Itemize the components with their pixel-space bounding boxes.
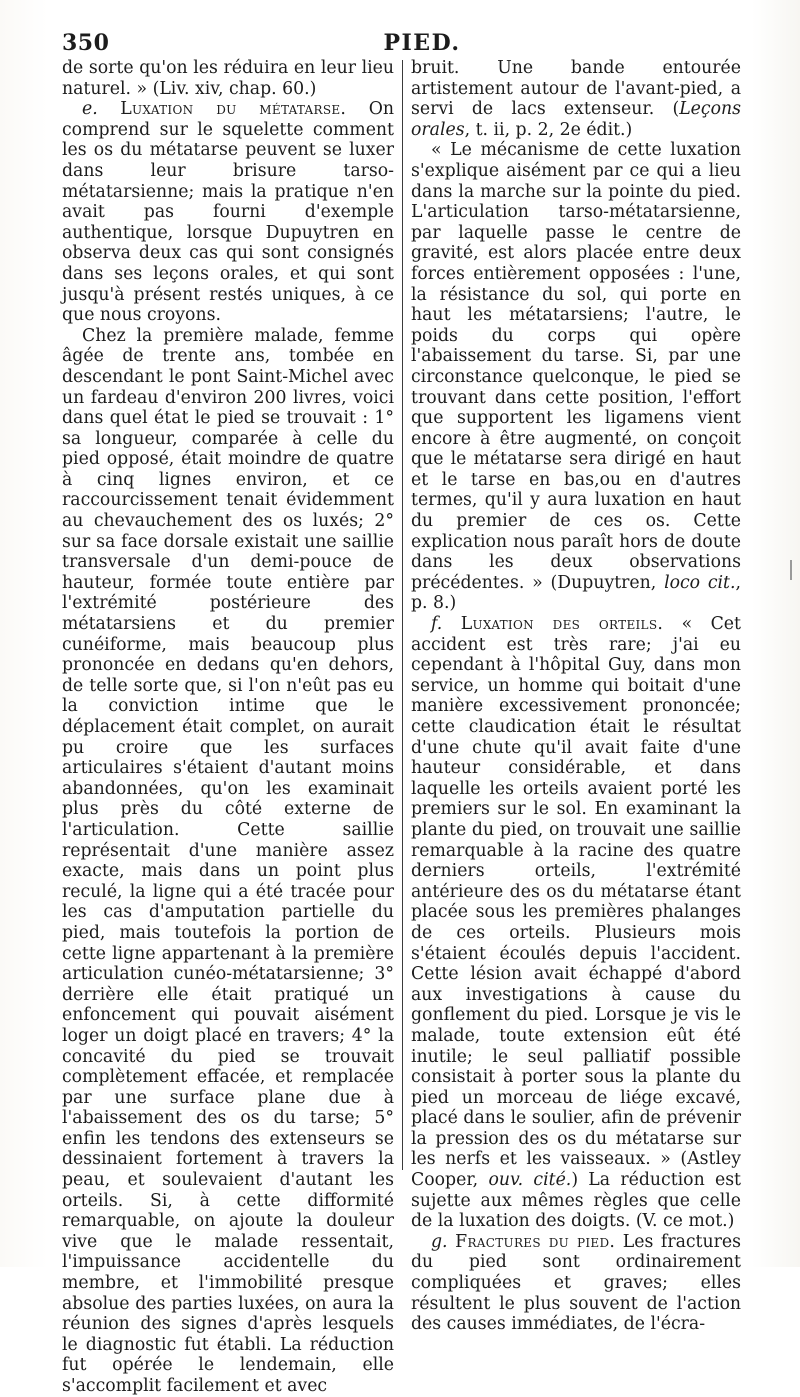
page-number: 350 xyxy=(62,30,110,56)
running-head xyxy=(62,30,742,56)
paragraph-luxation-metatarse: e. Luxation du métatarse. On comprend sur le squelette comment les os du métatarse peuvent se luxer dans leur brisure tarso-métatarsienne; mais la pratique n'en avait pas fourni d'exemple authentique, lorsque Dupuytren en observa deux cas qui sont consignés dans ses leçons orales, et qui sont jusqu'à présent restés uniques, à ce que nous croyons. xyxy=(62,99,395,326)
section-letter: e. xyxy=(82,99,98,120)
paragraph-fractures-pied: g. Fractures du pied. Les fractures du pied sont ordinairement compliquées et graves; elles résultent le plus souvent de l'action des causes immédiates, de l'écra- xyxy=(411,1231,741,1335)
column-divider xyxy=(402,60,403,1170)
paragraph-mechanism: « Le mécanisme de cette luxation s'explique aisément par ce qui a lieu dans la marche sur la pointe du pied. L'articulation tarso-métatarsienne, par laquelle passe le centre de gravité, est alors placée entre deux forces entièrement opposées : l'une, la résistance du sol, qui porte en haut les métatarsiens; l'autre, le poids du corps qui opère l'abaissement du tarse. Si, par une circonstance quelconque, le pied se trouvant dans cette position, l'effort que supportent les ligamens vient encore à être augmenté, on conçoit que le métatarse sera dirigé en haut et le tarse en bas,ou en d'autres termes, qu'il y aura luxation en haut du premier de ces os. Cette explication nous paraît hors de doute dans les deux observations précédentes. » (Dupuytren, loco cit., p. 8.) xyxy=(411,140,741,614)
paragraph-case-description: Chez la première malade, femme âgée de trente ans, tombée en descendant le pont Saint-Michel avec un fardeau d'environ 200 livres, voici dans quel état le pied se trouvait : 1° sa longueur, comparée à celle du pied opposé, était moindre de quatre à cinq lignes environ, et ce raccourcissement tenait évidemment au chevauchement des os luxés; 2° sur sa face dorsale existait une saillie transversale d'un demi-pouce de hauteur, formée toute entière par l'extrémité postérieure des métatarsiens et du premier cunéiforme, mais beaucoup plus prononcée en dedans qu'en dehors, de telle sorte que, si l'on n'eût pas eu la conviction intime que le déplacement était complet, on aurait pu croire que les surfaces articulaires s'étaient d'autant moins abandonnées, qu'on les examinait plus près du côté externe de l'articulation. Cette saillie représentait d'une manière assez exacte, mais dans un point plus reculé, la ligne qui a été tracée pour les cas d'amputation partielle du pied, mais toutefois la portion de cette ligne appartenant à la première articulation cunéo-métatarsienne; 3° derrière elle était pratiqué un enfoncement qui pouvait aisément loger un doigt placé en travers; 4° la concavité du pied se trouvait complètement effacée, et remplacée par une surface plane due à l'abaissement des os du tarse; 5° enfin les tendons des extenseurs se dessinaient fortement à travers la peau, et soulevaient d'autant les orteils. Si, à cette difformité remarquable, on ajoute la douleur vive que le malade ressentait, l'impuissance accidentelle du membre, et l'immobilité presque absolue des parties luxées, on aura la réunion des signes d'après lesquels le diagnostic fut établi. La réduction fut opérée le lendemain, elle s'accomplit facilement et avec xyxy=(62,325,394,1396)
page-edge-mark xyxy=(790,560,800,580)
paragraph-continuation: de sorte qu'on les réduira en leur lieu naturel. » (Liv. xiv, chap. 60.) xyxy=(62,58,394,99)
section-letter: f. xyxy=(431,614,443,635)
section-letter: g. xyxy=(431,1231,448,1252)
paragraph-luxation-orteils: f. Luxation des orteils. « Cet accident est très rare; j'ai eu cependant à l'hôpital Guy, dans mon service, un homme qui boitait d'une manière excessivement prononcée; cette claudication était le résultat d'une chute qu'il avait faite d'une hauteur considérable, et dans laquelle les orteils avaient porté les premiers sur le sol. En examinant la plante du pied, on trouvait une saillie remarquable à la racine des quatre derniers orteils, l'extrémité antérieure des os du métatarse étant placée sous les premières phalanges de ces orteils. Plusieurs mois s'étaient écoulés depuis l'accident. Cette lésion avait échappé d'abord aux investigations à cause du gonflement du pied. Lorsque je vis le malade, toute extension eût été inutile; le seul palliatif possible consistait à porter sous la plante du pied un morceau de liége excavé, placé dans le soulier, afin de prévenir la pression des os du métatarse sur les nerfs et les vaisseaux. » (Astley Cooper, ouv. cité.) La réduction est sujette aux mêmes règles que celle de la luxation des doigts. (V. ce mot.) xyxy=(411,614,742,1232)
left-column xyxy=(62,58,394,1397)
section-heading: Luxation du métatarse. xyxy=(120,99,347,120)
right-column xyxy=(411,58,741,1335)
running-title: PIED. xyxy=(383,30,461,56)
paragraph-reduction-continuation: bruit. Une bande entourée artistement autour de l'avant-pied, a servi de lacs extenseur. (Leçons orales, t. ii, p. 2, 2e édit.) xyxy=(411,58,741,140)
section-heading: Luxation des orteils. xyxy=(460,614,664,635)
section-heading: Fractures du pied. xyxy=(455,1231,616,1252)
